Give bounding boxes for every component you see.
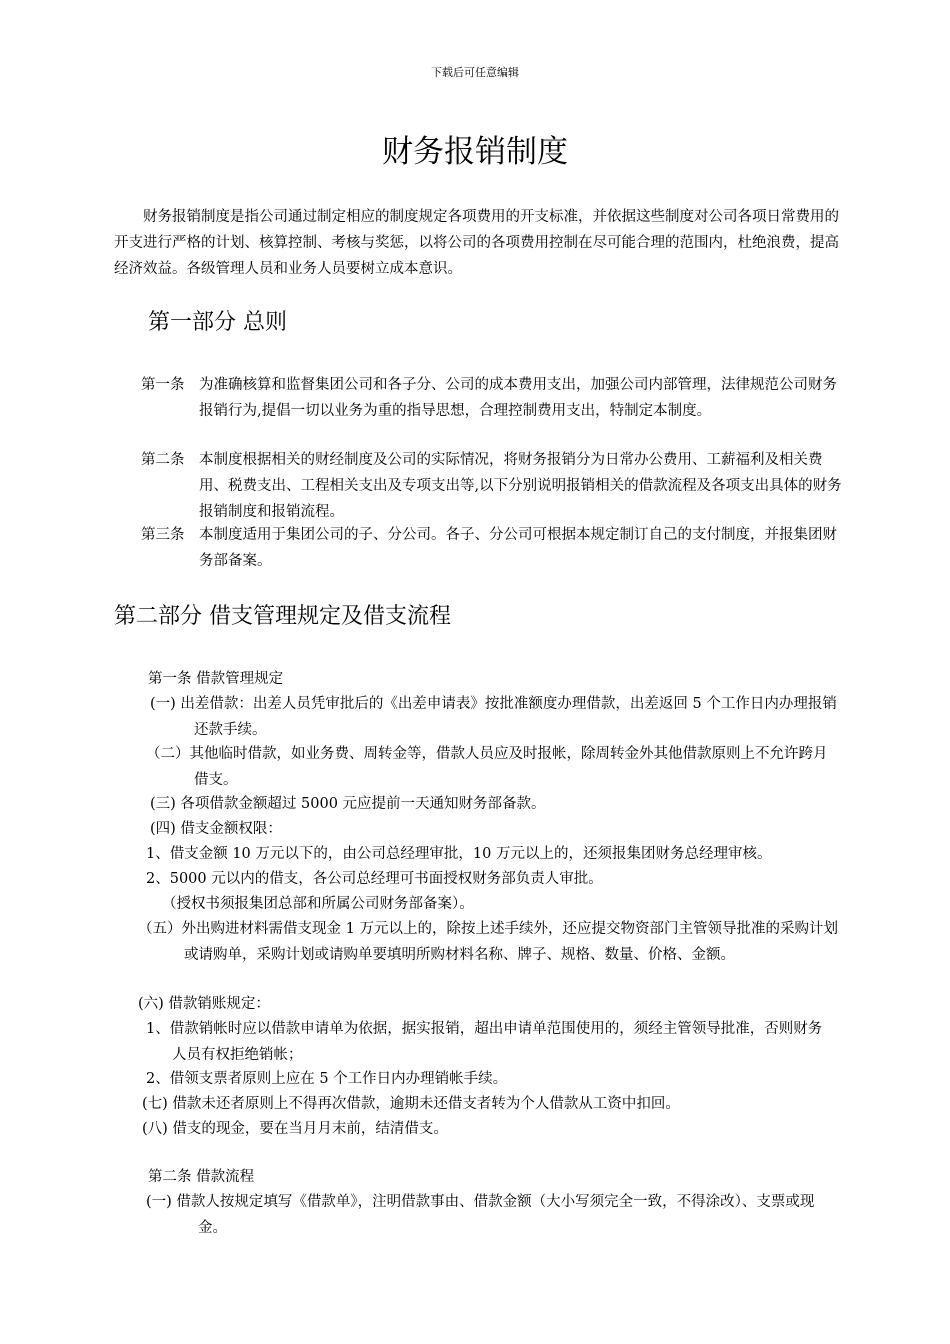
loan-flow-item-1: (一) 借款人按规定填写《借款单》，注明借款事由、借款金额（大小写须完全一致，不得涂改）、支票或现金。 <box>146 1194 815 1236</box>
part1-article-3 <box>141 522 851 574</box>
article-label: 第一条 <box>141 377 185 393</box>
article-label: 第三条 <box>141 527 185 543</box>
loan-item-3: (三) 各项借款金额超过 5000 元应提前一天通知财务部备款。 <box>150 796 546 812</box>
part1-article-2 <box>141 447 851 525</box>
loan-item-5: （五）外出购进材料需借支现金 1 万元以上的，除按上述手续外，还应提交物资部门主管领导批准的采购计划或请购单，采购计划或请购单要填明所购材料名称、牌子、规格、数量、价格、金额。 <box>138 921 838 963</box>
document-title: 财务报销制度 <box>382 134 568 170</box>
loan-item-4-note: （授权书须报集团总部和所属公司财务部备案）。 <box>162 896 474 912</box>
loan-item-6-1: 1、借款销帐时应以借款申请单为依据，据实报销，超出申请单范围使用的，须经主管领导批准，否则财务人员有权拒绝销帐； <box>146 1021 823 1063</box>
loan-item-2: （二）其他临时借款，如业务费、周转金等，借款人员应及时报帐，除周转金外其他借款原则上不允许跨月借支。 <box>146 746 828 788</box>
article-label: 第二条 <box>141 452 185 468</box>
loan-item-6-2: 2、借领支票者原则上应在 5 个工作日内办理销帐手续。 <box>146 1071 508 1087</box>
article-text: 本制度根据相关的财经制度及公司的实际情况，将财务报销分为日常办公费用、工薪福利及相关费用、税费支出、工程相关支出及专项支出等,以下分别说明报销相关的借款流程及各项支出具体的财务报销制度和报销流程。 <box>199 452 842 520</box>
part1-article-1 <box>141 372 851 424</box>
part2-article-2-title: 第二条 借款流程 <box>148 1169 255 1185</box>
article-text: 为准确核算和监督集团公司和各子分、公司的成本费用支出，加强公司内部管理，法律规范公司财务报销行为,提倡一切以业务为重的指导思想，合理控制费用支出，特制定本制度。 <box>199 377 837 419</box>
part2-article-1-title: 第一条 借款管理规定 <box>148 671 284 687</box>
loan-item-8: (八) 借支的现金，要在当月月末前，结清借支。 <box>142 1121 448 1137</box>
loan-item-7: (七) 借款未还者原则上不得再次借款，逾期未还借支者转为个人借款从工资中扣回。 <box>142 1096 680 1112</box>
loan-item-6: (六) 借款销账规定： <box>138 996 270 1012</box>
part2-heading: 第二部分 借支管理规定及借支流程 <box>114 604 451 629</box>
loan-item-4-2: 2、5000 元以内的借支，各公司总经理可书面授权财务部负责人审批。 <box>146 871 603 887</box>
loan-item-4: (四) 借支金额权限： <box>150 821 282 837</box>
article-text: 本制度适用于集团公司的子、分公司。各子、分公司可根据本规定制订自己的支付制度，并报集团财务部备案。 <box>199 527 837 569</box>
loan-item-1: (一) 出差借款：出差人员凭审批后的《出差申请表》按批准额度办理借款，出差返回 5 个工作日内办理报销还款手续。 <box>150 696 837 738</box>
page-header: 下载后可任意编辑 <box>431 66 519 79</box>
part1-heading: 第一部分 总则 <box>148 310 287 335</box>
loan-item-4-1: 1、借支金额 10 万元以下的，由公司总经理审批，10 万元以上的，还须报集团财务总经理审核。 <box>146 846 772 862</box>
intro-paragraph: 财务报销制度是指公司通过制定相应的制度规定各项费用的开支标准，并依据这些制度对公司各项日常费用的开支进行严格的计划、核算控制、考核与奖惩，以将公司的各项费用控制在尽可能合理的范围内，杜绝浪费，提高经济效益。各级管理人员和业务人员要树立成本意识。 <box>114 209 839 277</box>
